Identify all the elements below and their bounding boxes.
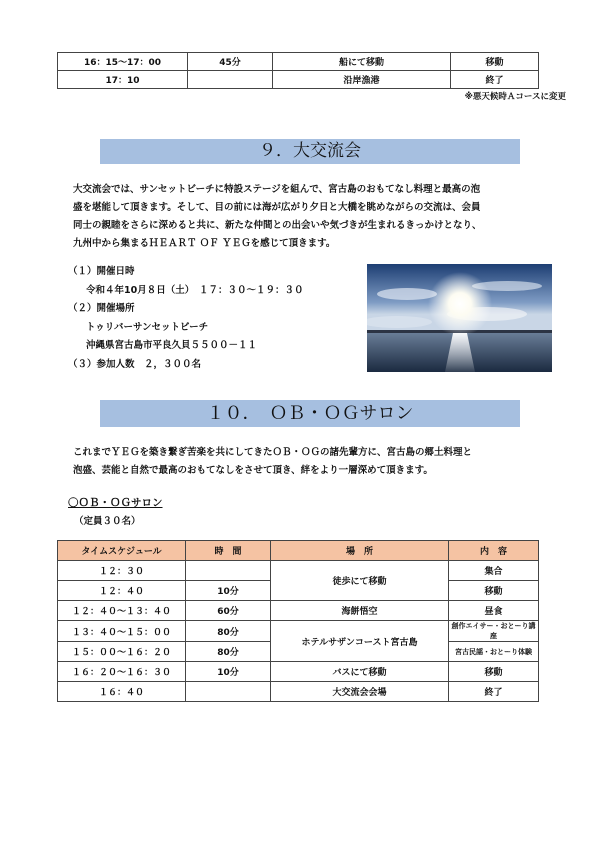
duration-cell — [186, 682, 271, 702]
place-cell: 徒歩にて移動 — [271, 561, 449, 601]
duration-cell: 80分 — [186, 642, 271, 662]
content-cell: 宮古民謡・おとーり体験 — [449, 642, 539, 662]
attendance: （３）参加人数 ２，３００名 — [68, 358, 202, 370]
place-cell: 大交流会会場 — [271, 682, 449, 702]
content-cell: 終了 — [449, 682, 539, 702]
duration-cell — [188, 71, 273, 89]
content-cell: 集合 — [449, 561, 539, 581]
table-header-row — [58, 541, 539, 561]
paragraph-line: 泡盛、芸能と自然で最高のおもてなしをさせて頂き、絆をより一層深めて頂きます。 — [73, 465, 433, 476]
table-row — [58, 601, 539, 621]
content-cell: 移動 — [449, 581, 539, 601]
time-cell: 16：15～17：00 — [58, 53, 188, 71]
place-cell: バスにて移動 — [271, 662, 449, 682]
header-place: 場 所 — [271, 541, 449, 561]
date-value: 令和４年10月８日（土） １７：３０～１９：３０ — [86, 284, 304, 296]
section-10-paragraph — [73, 444, 543, 480]
table-row — [58, 53, 539, 71]
section-9-title: ９．大交流会 — [100, 139, 520, 164]
paragraph-line: 盛を堪能して頂きます。そして、目の前には海が広がり夕日と大橋を眺めながらの交流は、会員 — [73, 202, 481, 213]
time-cell: 17：10 — [58, 71, 188, 89]
sunset-photo — [367, 264, 552, 372]
section-9-paragraph — [73, 181, 543, 253]
section-10-title: １０． ＯＢ・ＯＧサロン — [100, 400, 520, 427]
content-cell: 昼食 — [449, 601, 539, 621]
duration-cell: 80分 — [186, 621, 271, 642]
duration-cell: 10分 — [186, 662, 271, 682]
place-cell: 船にて移動 — [273, 53, 451, 71]
content-cell: 終了 — [451, 71, 539, 89]
duration-cell: 45分 — [188, 53, 273, 71]
previous-schedule-table — [57, 52, 539, 89]
weather-note: ※悪天候時Ａコースに変更 — [464, 92, 566, 102]
content-cell: 創作エイサー・おとーり講座 — [449, 621, 539, 642]
salon-capacity: （定員３０名） — [74, 516, 141, 527]
time-cell: １２：３０ — [58, 561, 186, 581]
time-cell: １６：２０～１６：３０ — [58, 662, 186, 682]
table-row — [58, 561, 539, 581]
salon-subheading: 〇ＯＢ・ＯＧサロン — [68, 497, 163, 509]
time-cell: １３：４０～１５：００ — [58, 621, 186, 642]
header-time: 時 間 — [186, 541, 271, 561]
place-cell: 海餅悟空 — [271, 601, 449, 621]
table-row — [58, 621, 539, 642]
table-row — [58, 662, 539, 682]
place-cell: ホテルサザンコースト宮古島 — [271, 621, 449, 662]
salon-schedule-table — [57, 540, 539, 702]
time-cell: １６：４０ — [58, 682, 186, 702]
venue-name: トゥリバーサンセットビーチ — [86, 321, 209, 333]
paragraph-line: これまでＹＥＧを築き繋ぎ苦楽を共にしてきたＯＢ・ＯＧの諸先輩方に、宮古島の郷土料理と — [73, 447, 473, 458]
table-row — [58, 71, 539, 89]
paragraph-line: 同士の親睦をさらに深めると共に、新たな仲間との出会いや気づきが生まれるきっかけとなり、 — [73, 220, 482, 231]
table-row — [58, 682, 539, 702]
header-schedule: タイムスケジュール — [58, 541, 186, 561]
duration-cell — [186, 561, 271, 581]
place-cell: 沿岸漁港 — [273, 71, 451, 89]
header-content: 内 容 — [449, 541, 539, 561]
paragraph-line: 大交流会では、サンセットビーチに特設ステージを組んで、宮古島のおもてなし料理と最高の泡 — [73, 184, 481, 195]
content-cell: 移動 — [451, 53, 539, 71]
content-cell: 移動 — [449, 662, 539, 682]
duration-cell: 10分 — [186, 581, 271, 601]
date-label: （１）開催日時 — [68, 266, 135, 277]
time-cell: １２：４０ — [58, 581, 186, 601]
venue-address: 沖縄県宮古島市平良久貝５５００－１１ — [86, 340, 258, 351]
duration-cell: 60分 — [186, 601, 271, 621]
event-details — [68, 263, 303, 374]
paragraph-line: 九州中から集まるＨＥＡＲＴ ＯＦ ＹＥＧを感じて頂きます。 — [73, 238, 336, 249]
time-cell: １５：００～１６：２０ — [58, 642, 186, 662]
time-cell: １２：４０～１３：４０ — [58, 601, 186, 621]
venue-label: （２）開催場所 — [68, 303, 135, 314]
